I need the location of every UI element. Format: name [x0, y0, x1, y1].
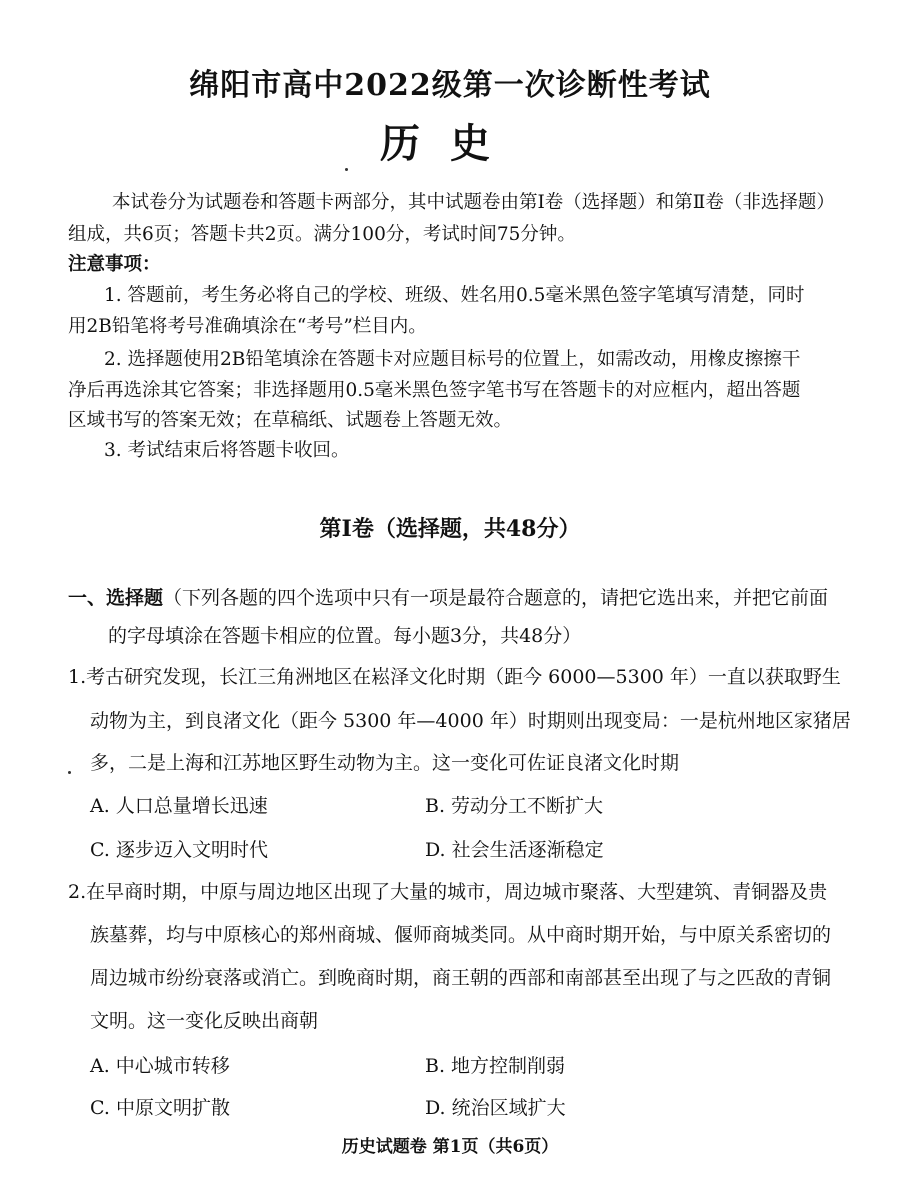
- notice-item-1-line-2: 用2B铅笔将考号准确填涂在“考号”栏目内。: [68, 316, 427, 337]
- question-2-option-b[interactable]: B. 地方控制削弱: [425, 1055, 566, 1077]
- intro-line-1: 本试卷分为试题卷和答题卡两部分，其中试题卷由第Ⅰ卷（选择题）和第Ⅱ卷（非选择题）: [112, 192, 835, 213]
- question-2-line-2: 族墓葬，均与中原核心的郑州商城、偃师商城类同。从中商时期开始，与中原关系密切的: [90, 924, 832, 946]
- notice-item-2-line-3: 区域书写的答案无效；在草稿纸、试题卷上答题无效。: [68, 410, 513, 431]
- page-footer: 历史试题卷 第1页（共6页）: [341, 1137, 559, 1157]
- part-instruction-text: （下列各题的四个选项中只有一项是最符合题意的，请把它选出来，并把它前面: [163, 587, 829, 609]
- notice-item-2-line-1: 2. 选择题使用2B铅笔填涂在答题卡对应题目标号的位置上，如需改动，用橡皮擦擦干: [104, 349, 801, 370]
- scan-speck: [345, 168, 348, 171]
- notice-item-2-line-2: 净后再选涂其它答案；非选择题用0.5毫米黑色签字笔书写在答题卡的对应框内，超出答题: [68, 380, 801, 401]
- question-2-line-4: 文明。这一变化反映出商朝: [90, 1010, 319, 1032]
- question-1-option-d[interactable]: D. 社会生活逐渐稳定: [425, 839, 604, 861]
- notice-heading: 注意事项：: [68, 254, 161, 275]
- scan-speck: [68, 771, 71, 774]
- question-2-option-c[interactable]: C. 中原文明扩散: [90, 1097, 230, 1119]
- question-1-option-b[interactable]: B. 劳动分工不断扩大: [425, 795, 604, 817]
- exam-title: 绵阳市高中2022级第一次诊断性考试: [189, 68, 711, 103]
- question-1-line-3: 多，二是上海和江苏地区野生动物为主。这一变化可佐证良渚文化时期: [90, 752, 680, 774]
- question-2-option-d[interactable]: D. 统治区域扩大: [425, 1097, 566, 1119]
- question-2-line-3: 周边城市纷纷衰落或消亡。到晚商时期，商王朝的西部和南部甚至出现了与之匹敌的青铜: [90, 967, 832, 989]
- intro-line-2: 组成，共6页；答题卡共2页。满分100分，考试时间75分钟。: [68, 224, 576, 245]
- question-1-line-1: 1.考古研究发现，长江三角洲地区在崧泽文化时期（距今 6000—5300 年）一直以获取野生: [68, 666, 841, 688]
- question-2-line-1: 2.在早商时期，中原与周边地区出现了大量的城市，周边城市聚落、大型建筑、青铜器及贵: [68, 881, 828, 903]
- subject-title: 历史: [380, 120, 520, 167]
- part-instruction-line-2: 的字母填涂在答题卡相应的位置。每小题3分，共48分）: [108, 625, 582, 647]
- notice-item-1-line-1: 1. 答题前，考生务必将自己的学校、班级、姓名用0.5毫米黑色签字笔填写清楚，同时: [104, 285, 805, 306]
- question-1-option-a[interactable]: A. 人口总量增长迅速: [90, 795, 268, 817]
- section-heading: 第Ⅰ卷（选择题，共48分）: [319, 516, 581, 542]
- question-1-line-2: 动物为主，到良渚文化（距今 5300 年—4000 年）时期则出现变局：一是杭州地区家猪居: [90, 710, 851, 732]
- part-label: 一、选择题: [68, 587, 164, 609]
- notice-item-3: 3. 考试结束后将答题卡收回。: [104, 440, 350, 461]
- question-1-option-c[interactable]: C. 逐步迈入文明时代: [90, 839, 268, 861]
- question-2-option-a[interactable]: A. 中心城市转移: [90, 1055, 230, 1077]
